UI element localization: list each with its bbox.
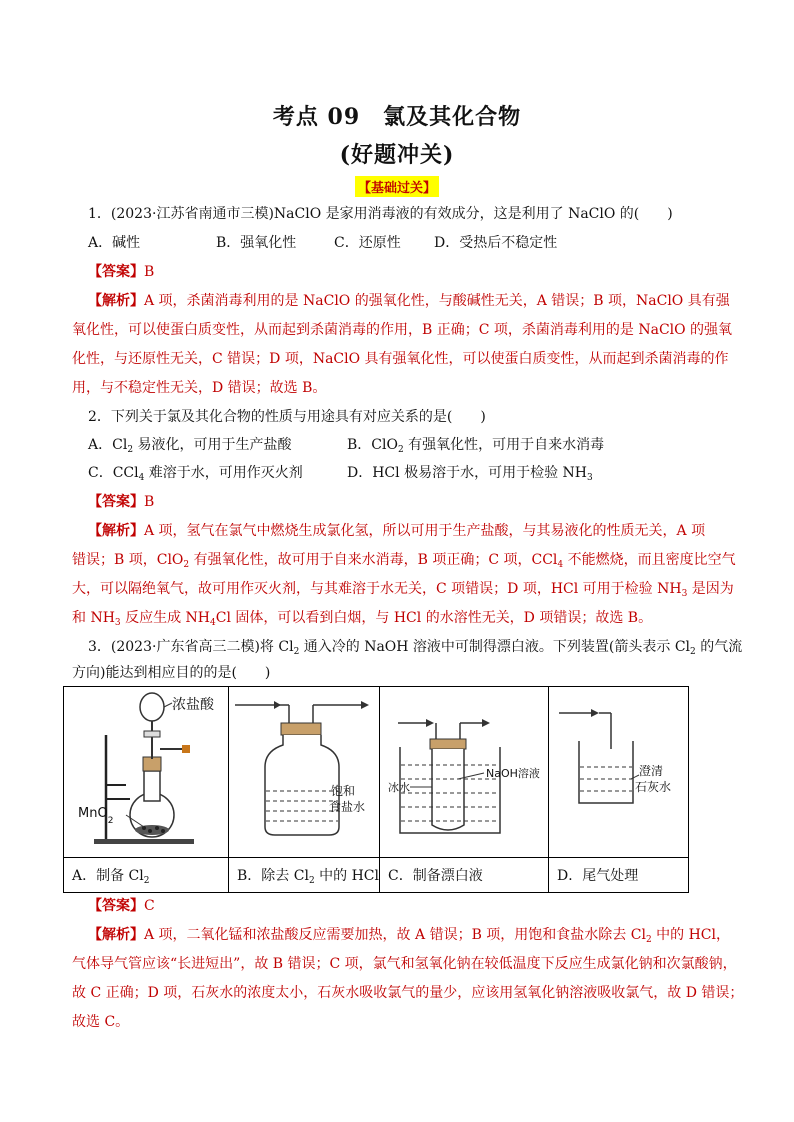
- q2-analysis-line: [88, 521, 705, 541]
- q2-option-c: C．CCl$_4$ 难溶于水，可用作灭火剂: [88, 465, 303, 483]
- q3-answer: [88, 896, 155, 916]
- ice-bath-diagram: [380, 687, 548, 853]
- q1-analysis-line: 用，与不稳定性无关，D 错误；故选 B。: [72, 380, 327, 396]
- q1-stem: 1．(2023·江苏省南通市三模)NaClO 是家用消毒液的有效成分，这是利用了 NaClO 的( ): [88, 206, 673, 222]
- chlorine-generator-diagram: [64, 687, 228, 853]
- apparatus-b: [229, 687, 380, 858]
- q2-analysis-line: 错误；B 项，ClO$_2$ 有强氧化性，故可用于自来水消毒，B 项正确；C 项，CCl$_4$ 不能燃烧，而且密度比空气: [72, 552, 736, 570]
- caption-d: D．尾气处理: [549, 858, 689, 893]
- answer-label: 【答案】: [88, 264, 144, 280]
- tail-gas-diagram: [549, 687, 688, 853]
- q1-analysis-line: 氧化性，可以使蛋白质变性，从而起到杀菌消毒的作用，B 正确；C 项，杀菌消毒利用的是 NaClO 的强氧: [72, 322, 733, 338]
- analysis-label: 【解析】: [88, 293, 144, 309]
- answer-value: C: [144, 898, 155, 914]
- q2-options-row2: [88, 463, 593, 488]
- answer-label: 【答案】: [88, 494, 144, 510]
- caption-c: C．制备漂白液: [380, 858, 549, 893]
- q2-option-d: D．HCl 极易溶于水，可用于检验 $NH_3$: [347, 465, 593, 483]
- page-title: 考点 09 氯及其化合物: [272, 104, 522, 130]
- analysis-text: A 项，氢气在氯气中燃烧生成氯化氢，所以可用于生产盐酸，与其易液化的性质无关，A 项: [144, 523, 706, 539]
- label-clear: 澄清: [639, 764, 664, 778]
- q3-stem: 3．(2023·广东省高三二模)将 $Cl_2$ 通入冷的 NaOH 溶液中可制得漂白液。下列装置(箭头表示 $Cl_2$ 的气流: [88, 639, 743, 657]
- apparatus-a: [64, 687, 229, 858]
- label-mno2: MnO$_2$: [78, 806, 114, 826]
- apparatus-c: [380, 687, 549, 858]
- q3-analysis-line: 故 C 正确；D 项，石灰水的浓度太小，石灰水吸收氯气的量少，应该用氢氧化钠溶液吸收氯气，故 D 错误；: [72, 985, 744, 1001]
- answer-value: B: [144, 494, 155, 510]
- analysis-label: 【解析】: [88, 927, 144, 943]
- analysis-label: 【解析】: [88, 523, 144, 539]
- apparatus-d: [549, 687, 689, 858]
- q1-option-d: D．受热后不稳定性: [434, 235, 558, 251]
- page-subtitle: (好题冲关): [339, 142, 455, 168]
- label-ice-water: 冰水: [388, 781, 410, 794]
- q1-option-a: A．碱性: [88, 235, 141, 251]
- q3-analysis-line: 故选 C。: [72, 1014, 130, 1030]
- caption-a: A．制备 $Cl_2$: [64, 858, 229, 893]
- q1-options: [88, 233, 557, 253]
- q3-analysis-line: 气体导气管应该“长进短出”，故 B 错误；C 项，氯气和氢氧化钠在较低温度下反应生成氯化钠和次氯酸钠，: [72, 956, 737, 972]
- q1-analysis-line: 化性，与还原性无关，C 错误；D 项，NaClO 具有强氧化性，可以使蛋白质变性，从而起到杀菌消毒的作: [72, 351, 729, 367]
- q3-analysis-line: 【解析】A 项，二氧化锰和浓盐酸反应需要加热，故 A 错误；B 项，用饱和食盐水除去 $Cl_2$ 中的 HCl，: [88, 927, 730, 945]
- q2-analysis-line: 大，可以隔绝氧气，故可用作灭火剂，与其难溶于水无关，C 项错误；D 项，HCl 可用于检验 $NH_3$ 是因为: [72, 581, 734, 599]
- label-naoh-solution: NaOH溶液: [486, 767, 540, 780]
- q2-option-a: A．$Cl_2$ 易液化，可用于生产盐酸: [88, 437, 292, 455]
- label-saturated: 饱和: [331, 784, 356, 798]
- label-brine: 食盐水: [329, 800, 366, 814]
- q1-option-c: C．还原性: [334, 235, 401, 251]
- q1-answer: [88, 262, 154, 282]
- q1-option-b: B．强氧化性: [216, 235, 297, 251]
- q2-analysis-line: 和 $NH_3$ 反应生成 $NH_4Cl$ 固体，可以看到白烟，与 HCl 的水溶性无关，D 项错误；故选 B。: [72, 610, 653, 628]
- answer-value: B: [144, 264, 155, 280]
- label-conc-hcl: 浓盐酸: [172, 697, 214, 713]
- answer-label: 【答案】: [88, 898, 144, 914]
- q1-analysis-line: [88, 291, 730, 311]
- analysis-text: A 项，杀菌消毒利用的是 NaClO 的强氧化性，与酸碱性无关，A 错误；B 项，NaClO 具有强: [144, 293, 730, 309]
- q3-stem-cont: 方向)能达到相应目的的是( ): [72, 665, 271, 681]
- q2-options-row1: [88, 435, 604, 460]
- q2-answer: [88, 492, 154, 512]
- section-badge: 【基础过关】: [355, 176, 439, 197]
- gas-washing-bottle-diagram: [229, 687, 379, 853]
- q2-option-b: B．ClO$_2$ 有强氧化性，可用于自来水消毒: [347, 437, 605, 455]
- apparatus-table: [63, 686, 689, 893]
- caption-b: B．除去 $Cl_2$ 中的 HCl: [229, 858, 380, 893]
- label-limewater: 石灰水: [635, 780, 672, 794]
- q2-stem: 2．下列关于氯及其化合物的性质与用途具有对应关系的是( ): [88, 409, 486, 425]
